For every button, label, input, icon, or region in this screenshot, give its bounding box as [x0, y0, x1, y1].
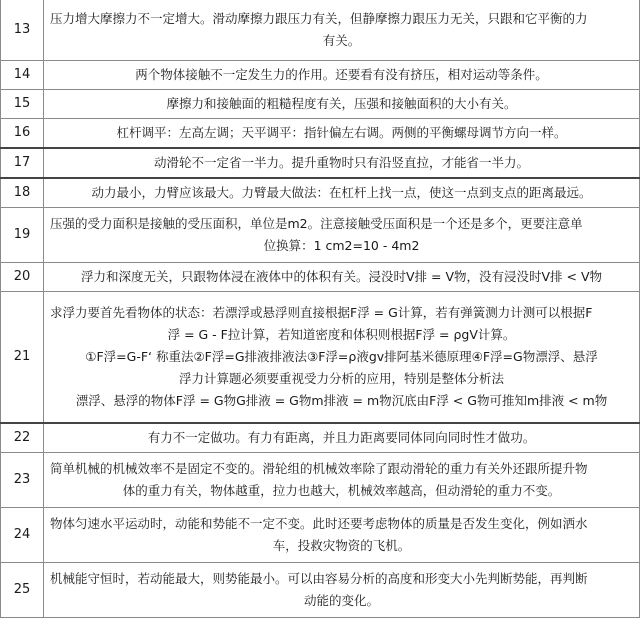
row-text: [44, 453, 640, 508]
row-number: 23: [1, 453, 44, 508]
row-text: [44, 61, 640, 90]
row-text: [44, 0, 640, 61]
text-line: 浮力和深度无关，只跟物体浸在液体中的体积有关。浸没时V排 = V物，没有浸没时V排 < V物: [80, 269, 603, 284]
text-line: ①F浮=G-F‘ 称重法②F浮=G排液排液法③F浮=ρ液gv排阿基米德原理④F浮=G物漂浮、悬浮: [85, 349, 598, 364]
row-number: 24: [1, 508, 44, 563]
row-text: [44, 508, 640, 563]
text-line: 摩擦力和接触面的粗糙程度有关，压强和接触面积的大小有关。: [166, 96, 517, 111]
row-text: [44, 423, 640, 453]
table-row: [1, 263, 640, 292]
row-number: 19: [1, 208, 44, 263]
row-text: [44, 148, 640, 178]
row-text: [44, 263, 640, 292]
text-line: 动能的变化。: [303, 593, 379, 608]
row-text: [44, 119, 640, 149]
row-number: 25: [1, 563, 44, 618]
text-line: 漂浮、悬浮的物体F浮 = G物G排液 = G物m排液 = m物沉底由F浮 < G物可推知m排液 < m物: [75, 393, 608, 408]
text-line: 动力最小，力臂应该最大。力臂最大做法：在杠杆上找一点，使这一点到支点的距离最远。: [91, 185, 592, 200]
table-row: [1, 563, 640, 618]
text-line: 简单机械的机械效率不是固定不变的。滑轮组的机械效率除了跟动滑轮的重力有关外还跟所提升物: [50, 461, 588, 476]
row-text: [44, 208, 640, 263]
row-number: 16: [1, 119, 44, 149]
row-number: 20: [1, 263, 44, 292]
table-row: [1, 423, 640, 453]
text-line: 物体匀速水平运动时，动能和势能不一定不变。此时还要考虑物体的质量是否发生变化，例如洒水: [50, 516, 588, 531]
table-row: [1, 90, 640, 119]
text-line: 动滑轮不一定省一半力。提升重物时只有沿竖直拉，才能省一半力。: [153, 155, 529, 170]
row-number: 18: [1, 178, 44, 208]
table-row: [1, 453, 640, 508]
row-number: 21: [1, 292, 44, 424]
table-row: [1, 61, 640, 90]
table-row: [1, 292, 640, 424]
text-line: 有关。: [322, 33, 361, 48]
table-row: [1, 208, 640, 263]
table-row: [1, 148, 640, 178]
row-number: 17: [1, 148, 44, 178]
row-text: [44, 178, 640, 208]
row-text: [44, 90, 640, 119]
row-number: 14: [1, 61, 44, 90]
table-row: [1, 119, 640, 149]
text-line: 两个物体接触不一定发生力的作用。还要看有没有挤压，相对运动等条件。: [135, 67, 548, 82]
text-line: 有力不一定做功。有力有距离，并且力距离要同体同向同时性才做功。: [147, 430, 536, 445]
row-text: [44, 292, 640, 424]
text-line: 杠杆调平：左高左调；天平调平：指针偏左右调。两侧的平衡螺母调节方向一样。: [116, 125, 567, 140]
text-line: 压力增大摩擦力不一定增大。滑动摩擦力跟压力有关，但静摩擦力跟压力无关，只跟和它平衡的力: [50, 11, 588, 26]
text-line: 浮力计算题必须要重视受力分析的应用，特别是整体分析法: [178, 371, 504, 386]
row-number: 22: [1, 423, 44, 453]
text-line: 车，投救灾物资的飞机。: [272, 538, 411, 553]
text-line: 压强的受力面积是接触的受压面积，单位是m2。注意接触受压面积是一个还是多个，更要注意单: [50, 216, 583, 231]
text-line: 机械能守恒时，若动能最大，则势能最小。可以由容易分析的高度和形变大小先判断势能，再判断: [50, 571, 588, 586]
text-line: 体的重力有关，物体越重，拉力也越大，机械效率越高，但动滑轮的重力不变。: [122, 483, 561, 498]
text-line: 位换算：1 cm2=10 - 4m2: [263, 238, 420, 253]
row-number: 15: [1, 90, 44, 119]
table-row: [1, 508, 640, 563]
table-row: [1, 178, 640, 208]
text-line: 浮 = G - F拉计算，若知道密度和体积则根据F浮 = ρgV计算。: [167, 327, 516, 342]
table-row: [1, 0, 640, 61]
row-text: [44, 563, 640, 618]
row-number: 13: [1, 0, 44, 61]
text-line: 求浮力要首先看物体的状态：若漂浮或悬浮则直接根据F浮 = G计算，若有弹簧测力计测可以根据F: [50, 305, 593, 320]
